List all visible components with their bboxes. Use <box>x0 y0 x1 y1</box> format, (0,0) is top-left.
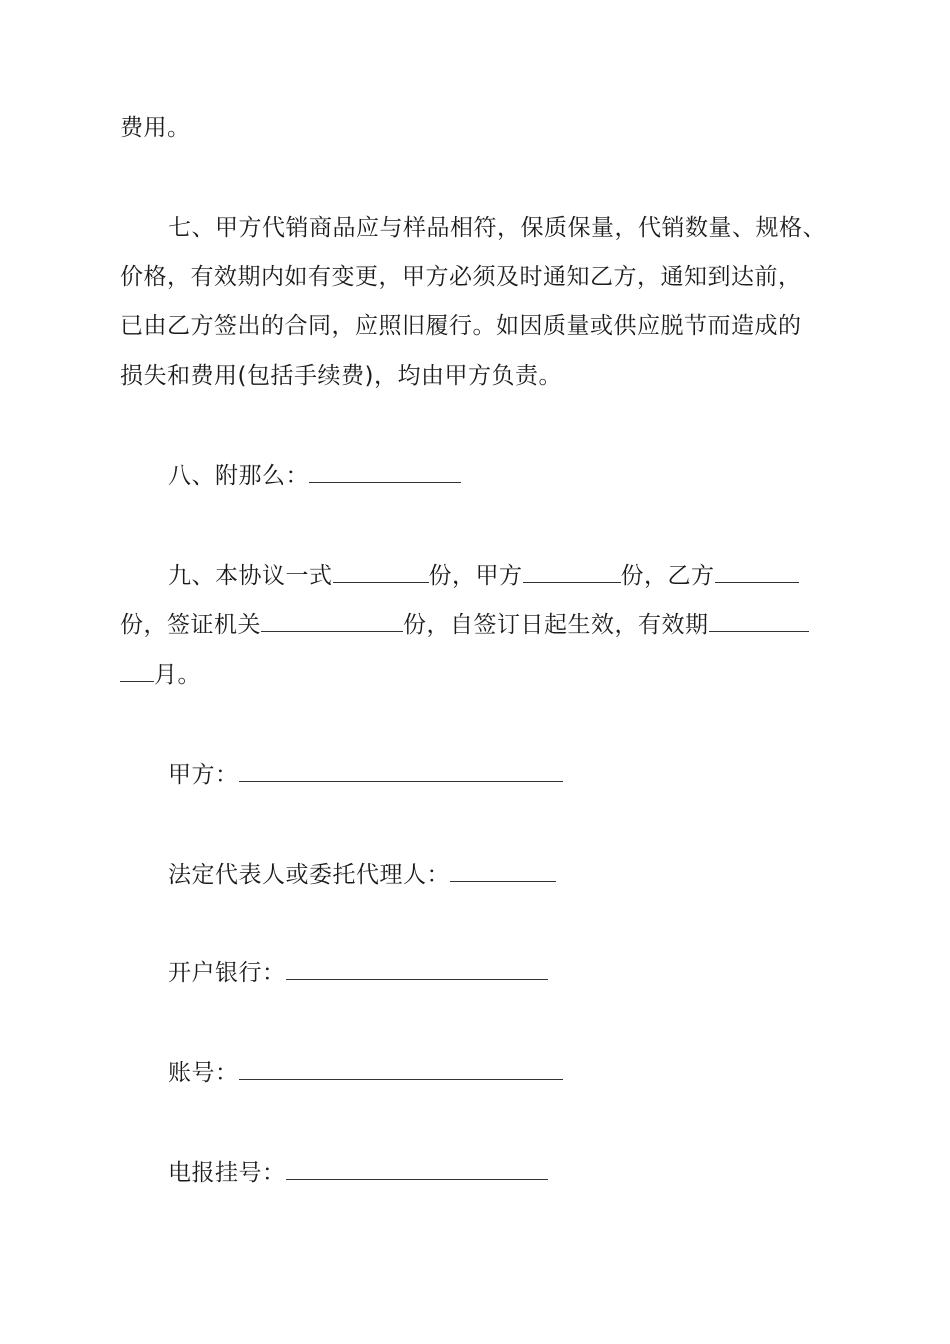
clause-7-line-2 <box>120 262 802 292</box>
telegraph-label: 电报挂号： <box>168 1160 286 1186</box>
clause-9-seg-5: 份，自签订日起生效，有效期 <box>403 612 709 638</box>
telegraph-blank[interactable] <box>286 1159 548 1180</box>
representative-row <box>168 860 556 890</box>
bank-blank[interactable] <box>286 959 548 980</box>
clause-7-line-3 <box>120 311 802 341</box>
party-a-name-row <box>168 760 563 790</box>
party-a-name-label: 甲方： <box>168 762 239 788</box>
clause-9-line-3 <box>120 660 201 690</box>
clause-9-seg-1: 九、本协议一式 <box>168 563 333 589</box>
account-row <box>168 1058 563 1088</box>
clause-9-seg-2: 份，甲方 <box>428 563 523 589</box>
party-a-name-blank[interactable] <box>239 761 563 782</box>
telegraph-row <box>168 1158 548 1188</box>
appendix-blank[interactable] <box>309 462 461 483</box>
copies-authority-blank[interactable] <box>261 611 403 632</box>
clause-9-seg-4: 份，签证机关 <box>120 612 261 638</box>
clause-7-text-2: 价格，有效期内如有变更，甲方必须及时通知乙方，通知到达前， <box>120 264 802 290</box>
paragraph-continuation <box>120 113 191 143</box>
copies-total-blank[interactable] <box>333 562 429 583</box>
clause-8-label: 八、附那么： <box>168 463 309 489</box>
clause-7-line-4 <box>120 361 562 391</box>
account-label: 账号： <box>168 1060 239 1086</box>
clause-9-seg-3: 份，乙方 <box>620 563 715 589</box>
representative-blank[interactable] <box>450 861 556 882</box>
representative-label: 法定代表人或委托代理人： <box>168 862 450 888</box>
copies-party-b-blank[interactable] <box>715 562 799 583</box>
clause-9-line-1 <box>168 561 799 591</box>
clause-7-text-4: 损失和费用(包括手续费)，均由甲方负责。 <box>120 363 562 389</box>
clause-7-line-1 <box>168 213 826 243</box>
account-blank[interactable] <box>239 1059 563 1080</box>
clause-9-seg-6: 月。 <box>154 662 201 688</box>
bank-row <box>168 958 548 988</box>
clause-7-text-1: 七、甲方代销商品应与样品相符，保质保量，代销数量、规格、 <box>168 215 826 241</box>
bank-label: 开户银行： <box>168 960 286 986</box>
text-fee: 费用。 <box>120 115 191 141</box>
clause-7-text-3: 已由乙方签出的合同，应照旧履行。如因质量或供应脱节而造成的 <box>120 313 802 339</box>
validity-period-blank[interactable] <box>709 611 809 632</box>
clause-9-line-2 <box>120 610 809 640</box>
copies-party-a-blank[interactable] <box>523 562 621 583</box>
clause-8 <box>168 461 461 491</box>
validity-months-blank[interactable] <box>120 661 154 682</box>
